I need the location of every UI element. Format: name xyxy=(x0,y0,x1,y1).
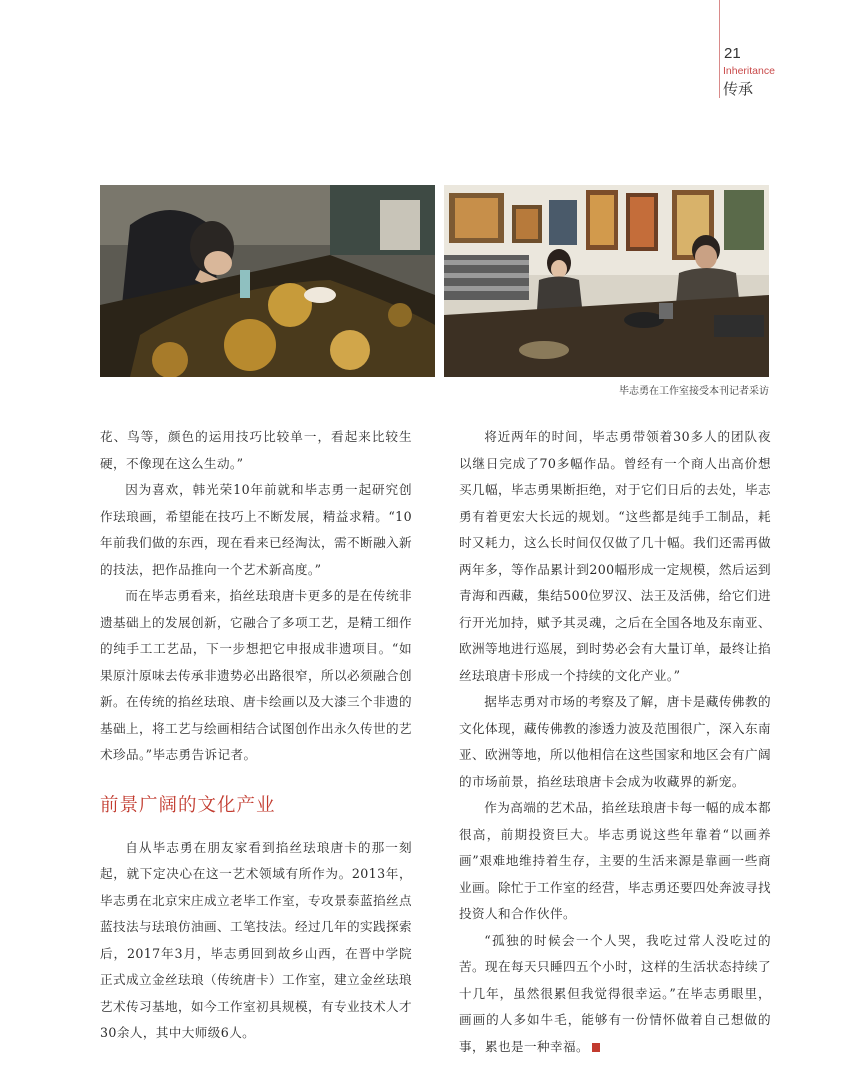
page-number: 21 xyxy=(724,45,741,62)
body-paragraph: 将近两年的时间，毕志勇带领着30多人的团队夜以继日完成了70多幅作品。曾经有一个商人出高价想买几幅，毕志勇果断拒绝，对于它们日后的去处，毕志勇有着更宏大长远的规划。“这些都是纯手工制品，耗时又耗力，这么长时间仅仅做了几十幅。我们还需再做两年多，等作品累计到200幅形成一定规模，然后运到青海和西藏，集结500位罗汉、法王及活佛，给它们进行开光加持，赋予其灵魂，之后在全国各地及东南亚、欧洲等地进行巡展，到时势必会有大量订单，最终让掐丝珐琅唐卡形成一个持续的文化产业。” xyxy=(459,429,771,683)
end-of-article-icon xyxy=(592,1043,600,1052)
section-heading: 前景广阔的文化产业 xyxy=(100,794,276,816)
body-paragraph: 自从毕志勇在朋友家看到掐丝珐琅唐卡的那一刻起，就下定决心在这一艺术领域有所作为。2013年，毕志勇在北京宋庄成立老毕工作室，专攻景泰蓝掐丝点蓝技法与珐琅仿油画、工笔技法。经过几年的实践探索后，2017年3月，毕志勇回到故乡山西，在晋中学院正式成立金丝珐琅（传统唐卡）工作室，建立金丝珐琅艺术传习基地，如今工作室初具规模，有专业技术人才30余人，其中大师级6人。 xyxy=(100,839,412,1040)
right-column xyxy=(459,424,771,1060)
photo-caption: 毕志勇在工作室接受本刊记者采访 xyxy=(619,386,769,397)
artisan-painting-photo xyxy=(100,185,435,377)
body-paragraph: 因为喜欢，韩光荣10年前就和毕志勇一起研究创作珐琅画，希望能在技巧上不断发展，精益求精。“10年前我们做的东西，现在看来已经淘汰，需不断融入新的技法，把作品推向一个艺术新高度。” xyxy=(100,482,412,577)
closing-paragraph-text: “孤独的时候会一个人哭，我吃过常人没吃过的苦。现在每天只睡四五个小时，这样的生活状态持续了十几年，虽然很累但我觉得很幸运。”在毕志勇眼里，画画的人多如牛毛，能够有一份情怀做着自己想做的事，累也是一种幸福。 xyxy=(459,932,771,1054)
body-paragraph: 据毕志勇对市场的考察及了解，唐卡是藏传佛教的文化体现，藏传佛教的渗透力波及范围很广，深入东南亚、欧洲等地，所以他相信在这些国家和地区会有广阔的市场前景，掐丝珐琅唐卡会成为收藏界的新宠。 xyxy=(459,694,771,789)
left-column xyxy=(100,424,412,1047)
header-divider-line xyxy=(719,0,720,98)
section-label-chinese: 传承 xyxy=(723,80,754,98)
interview-photo xyxy=(444,185,769,377)
body-paragraph: 花、鸟等，颜色的运用技巧比较单一，看起来比较生硬，不像现在这么生动。” xyxy=(100,429,412,471)
body-paragraph: 作为高端的艺术品，掐丝珐琅唐卡每一幅的成本都很高，前期投资巨大。毕志勇说这些年靠着“以画养画”艰难地维持着生存，主要的生活来源是靠画一些商业画。除忙于工作室的经营，毕志勇还要四处奔波寻找投资人和合作伙伴。 xyxy=(459,800,771,921)
section-label-english: Inheritance xyxy=(723,65,775,77)
body-paragraph: 而在毕志勇看来，掐丝珐琅唐卡更多的是在传统非遗基础上的发展创新，它融合了多项工艺，是精工细作的纯手工工艺品，下一步想把它申报成非遗项目。“如果原汁原味去传承非遗势必出路很窄，所以必须融合创新。在传统的掐丝珐琅、唐卡绘画以及大漆三个非遗的基础上，将工艺与绘画相结合试图创作出永久传世的艺术珍品。”毕志勇告诉记者。 xyxy=(100,588,412,762)
body-paragraph xyxy=(459,928,771,1061)
